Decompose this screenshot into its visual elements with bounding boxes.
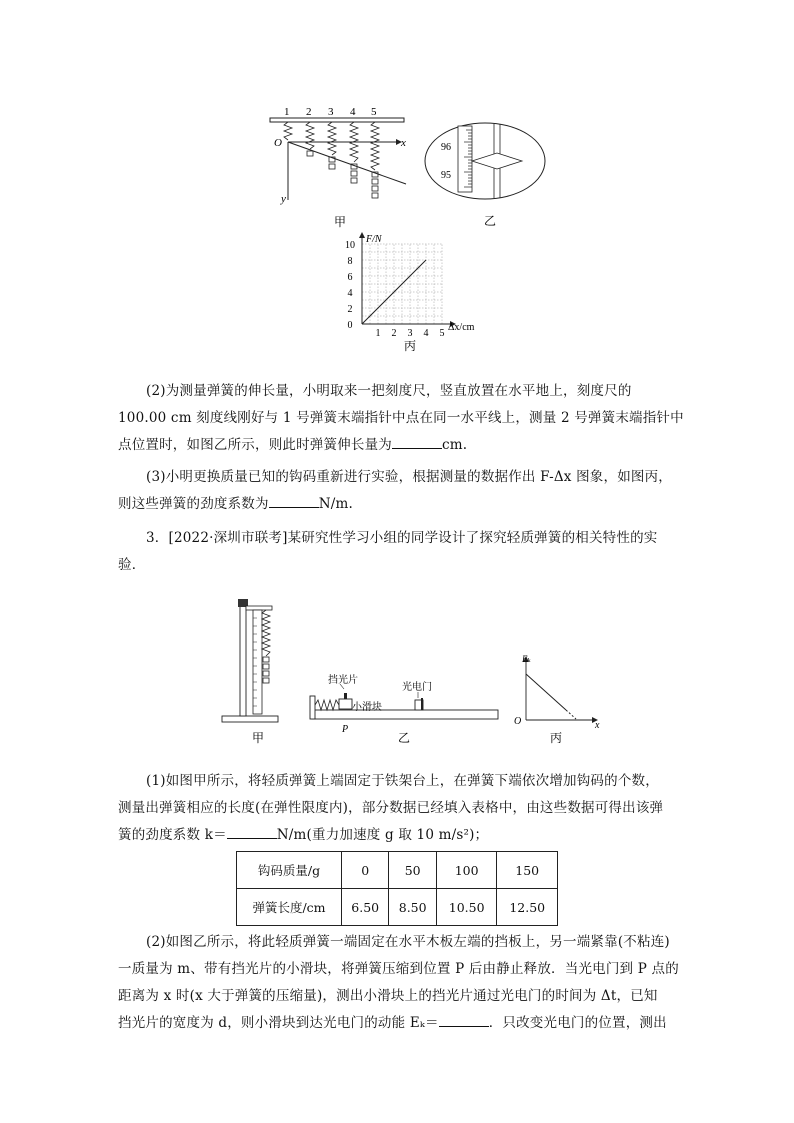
figure-caption: 丙 xyxy=(550,731,563,745)
table-header: 弹簧长度/cm xyxy=(237,889,342,926)
q3-line2: 则这些弹簧的劲度系数为 xyxy=(118,496,269,512)
problem3-line2: 验． xyxy=(118,557,146,573)
part1-line3: 簧的劲度系数 k＝ xyxy=(118,827,227,843)
figure-caption: 乙 xyxy=(484,214,497,228)
answer-blank[interactable] xyxy=(439,1012,489,1027)
table-cell: 100 xyxy=(436,852,497,889)
x-tick-label: 2 xyxy=(391,328,397,339)
table-row xyxy=(237,852,558,889)
y-tick-label: 2 xyxy=(347,304,353,315)
spring-number: 1 xyxy=(284,106,290,118)
x-tick-label: 3 xyxy=(407,328,413,339)
spring-number: 2 xyxy=(306,106,312,118)
y-tick-label: 6 xyxy=(347,272,353,283)
part2-line3: 距离为 x 时(x 大于弹簧的压缩量)，测出小滑块上的挡光片通过光电门的时间为 Δt，已知 xyxy=(118,988,658,1004)
part1-line2: 测量出弹簧相应的长度(在弹性限度内)，部分数据已经填入表格中，由这些数据可得出该弹 xyxy=(118,800,664,816)
table-cell: 50 xyxy=(389,852,436,889)
ruler-label-96: 96 xyxy=(441,142,451,153)
origin-label: O xyxy=(274,137,282,149)
q3-line1: (3)小明更换质量已知的钩码重新进行实验，根据测量的数据作出 F-Δx 图象，如图丙， xyxy=(146,469,672,485)
table-cell: 6.50 xyxy=(342,889,389,926)
table-cell: 150 xyxy=(497,852,558,889)
figure-caption: 甲 xyxy=(334,215,347,229)
spring-number: 4 xyxy=(350,106,356,118)
part2-line4: 挡光片的宽度为 d，则小滑块到达光电门的动能 Eₖ＝ xyxy=(118,1015,439,1031)
figure-caption: 甲 xyxy=(252,731,265,745)
label-guangdianmen: 光电门 xyxy=(402,682,432,693)
part1-line1: (1)如图甲所示，将轻质弹簧上端固定于铁架台上，在弹簧下端依次增加钩码的个数， xyxy=(146,773,659,789)
q3-unit: N/m. xyxy=(318,496,353,512)
table-cell: 0 xyxy=(342,852,389,889)
table-cell: 10.50 xyxy=(436,889,497,926)
figure-yi xyxy=(424,120,554,230)
figure-caption: 乙 xyxy=(398,731,411,745)
q2-line1: (2)为测量弹簧的伸长量，小明取来一把刻度尺，竖直放置在水平地上，刻度尺的 xyxy=(146,383,632,399)
part2-line4-end: ．只改变光电门的位置，测出 xyxy=(488,1015,667,1031)
y-axis-arrow xyxy=(359,232,365,238)
x-tick-label: 1 xyxy=(375,328,381,339)
y-tick-label: 10 xyxy=(345,240,355,251)
label-ek: Eₖ xyxy=(522,654,531,664)
label-o: O xyxy=(514,716,522,727)
figure-jia xyxy=(268,104,414,230)
data-table xyxy=(236,851,558,926)
label-dangguangpian: 挡光片 xyxy=(328,675,358,686)
q2-line3: 点位置时，如图乙所示，则此时弹簧伸长量为 xyxy=(118,437,392,453)
figure-iron-stand xyxy=(220,596,296,746)
part1-unit: N/m(重力加速度 g 取 10 m/s²)； xyxy=(276,827,489,843)
table-row xyxy=(237,889,558,926)
problem3-line1: 3．[2022·深圳市联考]某研究性学习小组的同学设计了探究轻质弹簧的相关特性的实 xyxy=(146,530,658,546)
x-axis-label: Δx/cm xyxy=(448,322,475,333)
part2-line1: (2)如图乙所示，将此轻质弹簧一端固定在水平木板左端的挡板上，另一端紧靠(不粘连) xyxy=(146,934,670,950)
table-cell: 8.50 xyxy=(389,889,436,926)
spring-number: 5 xyxy=(371,106,377,118)
y-axis-label: F/N xyxy=(366,234,382,245)
answer-blank[interactable] xyxy=(227,824,277,839)
q2-unit: cm. xyxy=(442,437,468,453)
y-axis-label: y xyxy=(281,193,286,205)
ruler-label-95: 95 xyxy=(441,170,451,181)
figure-caption: 丙 xyxy=(404,339,417,353)
answer-blank[interactable] xyxy=(392,434,442,449)
q2-line2: 100.00 cm 刻度线刚好与 1 号弹簧末端指针中点在同一水平线上，测量 2 号弹簧末端指针中 xyxy=(118,410,684,426)
label-xiaohuakuai: 小滑块 xyxy=(352,702,382,713)
y-tick-label: 0 xyxy=(347,320,353,331)
figure-track xyxy=(306,672,502,746)
table-header: 钩码质量/g xyxy=(237,852,342,889)
table-cell: 12.50 xyxy=(497,889,558,926)
label-x: x xyxy=(595,720,600,731)
chart-f-vs-dx xyxy=(332,228,480,354)
spring-number: 3 xyxy=(328,106,334,118)
y-tick-label: 8 xyxy=(347,256,353,267)
figure-ek-vs-x xyxy=(510,652,606,746)
part2-line2: 一质量为 m、带有挡光片的小滑块，将弹簧压缩到位置 P 后由静止释放．当光电门到 P 点的 xyxy=(118,961,679,977)
x-tick-label: 4 xyxy=(423,328,429,339)
y-tick-label: 4 xyxy=(347,288,353,299)
x-tick-label: 5 xyxy=(439,328,445,339)
x-axis-label: x xyxy=(401,137,406,149)
label-p: P xyxy=(342,724,349,735)
answer-blank[interactable] xyxy=(269,493,319,508)
